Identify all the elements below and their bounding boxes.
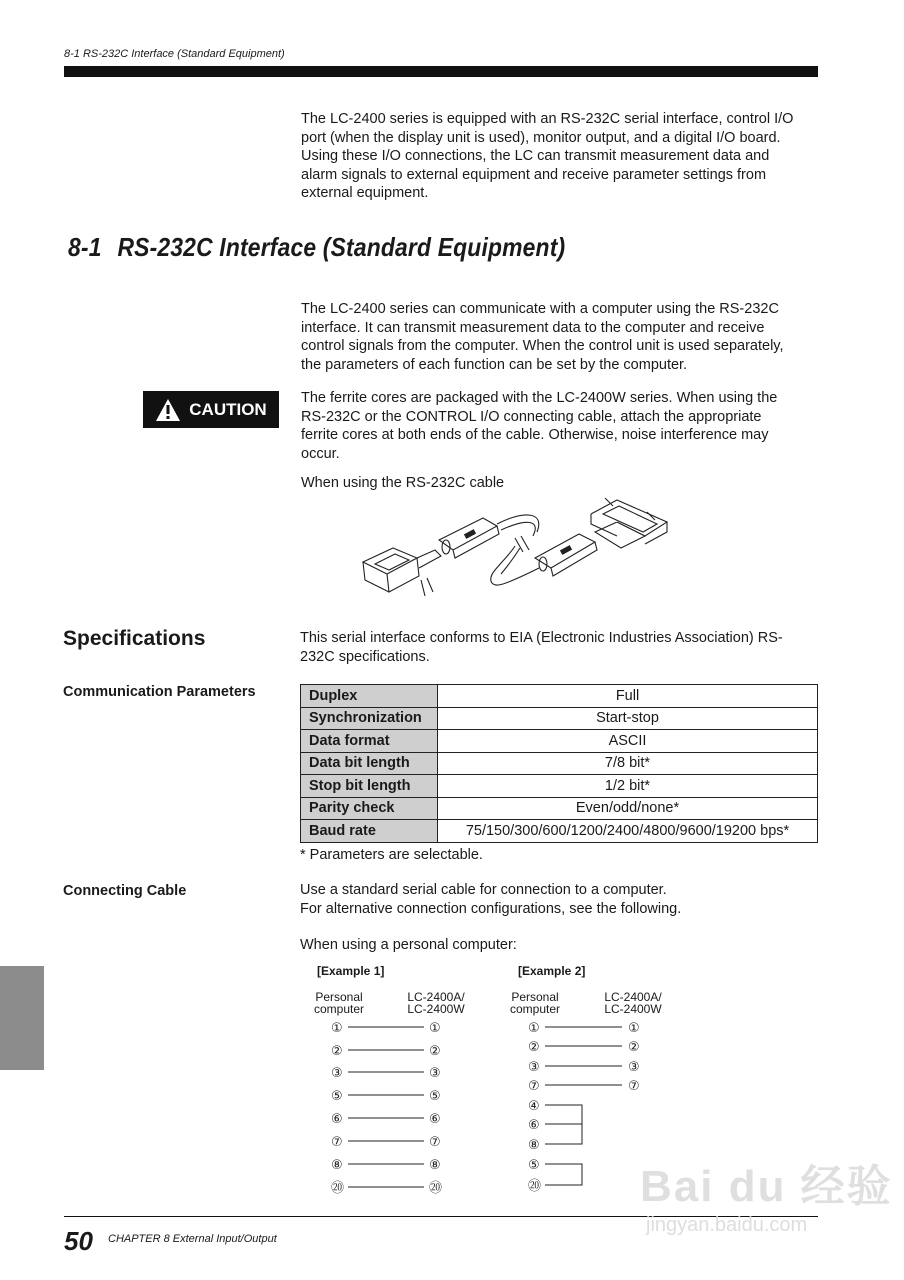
lc-pin: ⑳ — [429, 1181, 443, 1196]
spec-key: Duplex — [301, 685, 438, 708]
label-line: LC-2400W — [407, 1002, 465, 1016]
lc-pin: ① — [429, 1021, 441, 1036]
lc-pin: ⑧ — [429, 1158, 441, 1173]
lc-pin: ⑤ — [429, 1089, 441, 1104]
watermark-brand: Bai du 经验 — [640, 1162, 893, 1211]
label-line: computer — [313, 1002, 365, 1016]
example-1-wiring-diagram — [300, 1010, 480, 1200]
intro-line: external equipment. — [301, 185, 429, 201]
spec-table — [300, 684, 818, 843]
label-line: LC-2400W — [604, 1002, 662, 1016]
table-row — [301, 707, 818, 730]
caution-line: The ferrite cores are packaged with the LC-2400W series. When using the — [301, 390, 778, 406]
header-rule — [64, 66, 818, 77]
table-row — [301, 685, 818, 708]
intro-line: Using these I/O connections, the LC can transmit measurement data and — [301, 148, 770, 164]
spec-key: Data format — [301, 730, 438, 753]
section-number: 8-1 — [68, 232, 102, 262]
lc-pin: ① — [628, 1021, 640, 1036]
pc-pin: ⑳ — [528, 1179, 542, 1194]
table-row — [301, 797, 818, 820]
label-line: LC-2400A/ — [407, 990, 465, 1004]
body-line: The LC-2400 series can communicate with a computer using the RS-232C — [301, 301, 779, 317]
spec-key: Synchronization — [301, 707, 438, 730]
pc-pin: ④ — [528, 1099, 540, 1114]
spec-key: Baud rate — [301, 820, 438, 843]
specifications-heading: Specifications — [63, 627, 206, 650]
body-line: the parameters of each function can be set by the computer. — [301, 356, 688, 373]
pc-pin: ⑦ — [528, 1079, 540, 1094]
spec-value: Even/odd/none* — [438, 797, 818, 820]
pc-pin: ⑧ — [528, 1138, 540, 1153]
section-title-text: RS-232C Interface (Standard Equipment) — [117, 232, 566, 262]
spec-value: Full — [438, 685, 818, 708]
lc-pin: ③ — [628, 1060, 640, 1075]
pc-pin: ⑤ — [331, 1089, 343, 1104]
example-2-title: [Example 2] — [518, 964, 586, 978]
pc-pin: ⑥ — [528, 1118, 540, 1133]
spec-value: ASCII — [438, 730, 818, 753]
lc-pin: ② — [429, 1044, 441, 1059]
pc-pin: ② — [528, 1040, 540, 1055]
intro-line: The LC-2400 series is equipped with an RS-232C serial interface, control I/O — [301, 111, 794, 127]
spec-footnote: * Parameters are selectable. — [300, 847, 483, 863]
pc-pin: ⑧ — [331, 1158, 343, 1173]
body-line: control signals from the computer. When the control unit is used separately, — [301, 338, 784, 354]
label-line: Personal — [511, 990, 559, 1004]
lc-pin: ⑥ — [429, 1112, 441, 1127]
label-line: LC-2400A/ — [604, 990, 662, 1004]
pc-pin: ③ — [528, 1060, 540, 1075]
pc-pin: ⑦ — [331, 1135, 343, 1150]
pc-pin: ① — [528, 1021, 540, 1036]
lc-pin: ⑦ — [429, 1135, 441, 1150]
lc-pin: ③ — [429, 1066, 441, 1081]
pc-pin: ⑥ — [331, 1112, 343, 1127]
cable-figure-caption: When using the RS-232C cable — [301, 475, 505, 491]
section-title — [68, 232, 565, 263]
table-row — [301, 752, 818, 775]
footer-chapter: CHAPTER 8 External Input/Output — [108, 1233, 277, 1245]
spec-intro — [300, 629, 783, 666]
intro-line: alarm signals to external equipment and receive parameter settings from — [301, 166, 767, 183]
spec-value: Start-stop — [438, 707, 818, 730]
pc-pin: ⑤ — [528, 1158, 540, 1173]
pc-pin: ② — [331, 1044, 343, 1059]
spec-key: Stop bit length — [301, 775, 438, 798]
spec-key: Parity check — [301, 797, 438, 820]
spec-key: Data bit length — [301, 752, 438, 775]
cable-line: For alternative connection configurations, see the following. — [300, 900, 682, 917]
lc-pin: ⑦ — [628, 1079, 640, 1094]
comm-params-heading: Communication Parameters — [63, 684, 256, 700]
connecting-cable-heading: Connecting Cable — [63, 883, 187, 899]
caution-line: ferrite cores at both ends of the cable. Otherwise, noise interference may — [301, 427, 769, 443]
spec-value: 75/150/300/600/1200/2400/4800/9600/19200 bps* — [438, 820, 818, 843]
pc-pin: ① — [331, 1021, 343, 1036]
lc-pin: ② — [628, 1040, 640, 1055]
cable-line: Use a standard serial cable for connection to a computer. — [300, 882, 667, 898]
spec-intro-line: This serial interface conforms to EIA (Electronic Industries Association) RS- — [300, 630, 783, 646]
caution-line: RS-232C or the CONTROL I/O connecting cable, attach the appropriate — [301, 408, 762, 425]
caution-label: CAUTION — [189, 399, 267, 419]
caution-text — [301, 389, 777, 463]
watermark-url: jingyan.baidu.com — [646, 1214, 808, 1236]
intro-line: port (when the display unit is used), monitor output, and a digital I/O board. — [301, 129, 781, 146]
caution-line: occur. — [301, 445, 340, 462]
warning-triangle-icon — [155, 398, 181, 422]
table-row — [301, 775, 818, 798]
rs232c-cable-illustration — [355, 492, 675, 602]
intro-paragraph — [301, 110, 793, 203]
spec-value: 7/8 bit* — [438, 752, 818, 775]
body-line: interface. It can transmit measurement data to the computer and receive — [301, 319, 765, 336]
pc-pin: ③ — [331, 1066, 343, 1081]
page-number: 50 — [64, 1226, 93, 1256]
spec-intro-line: 232C specifications. — [300, 648, 430, 665]
example-1-title: [Example 1] — [317, 964, 385, 978]
pc-caption: When using a personal computer: — [300, 937, 517, 953]
pc-pin: ⑳ — [331, 1181, 345, 1196]
cable-text — [300, 881, 681, 918]
label-line: computer — [509, 1002, 561, 1016]
spec-value: 1/2 bit* — [438, 775, 818, 798]
table-row — [301, 730, 818, 753]
running-head: 8-1 RS-232C Interface (Standard Equipment) — [64, 48, 285, 60]
table-row — [301, 820, 818, 843]
section-body — [301, 300, 784, 374]
chapter-tab-marker — [0, 966, 44, 1070]
loopback-jumper-5-20 — [545, 1164, 582, 1185]
caution-badge — [143, 391, 279, 428]
label-line: Personal — [315, 990, 363, 1004]
